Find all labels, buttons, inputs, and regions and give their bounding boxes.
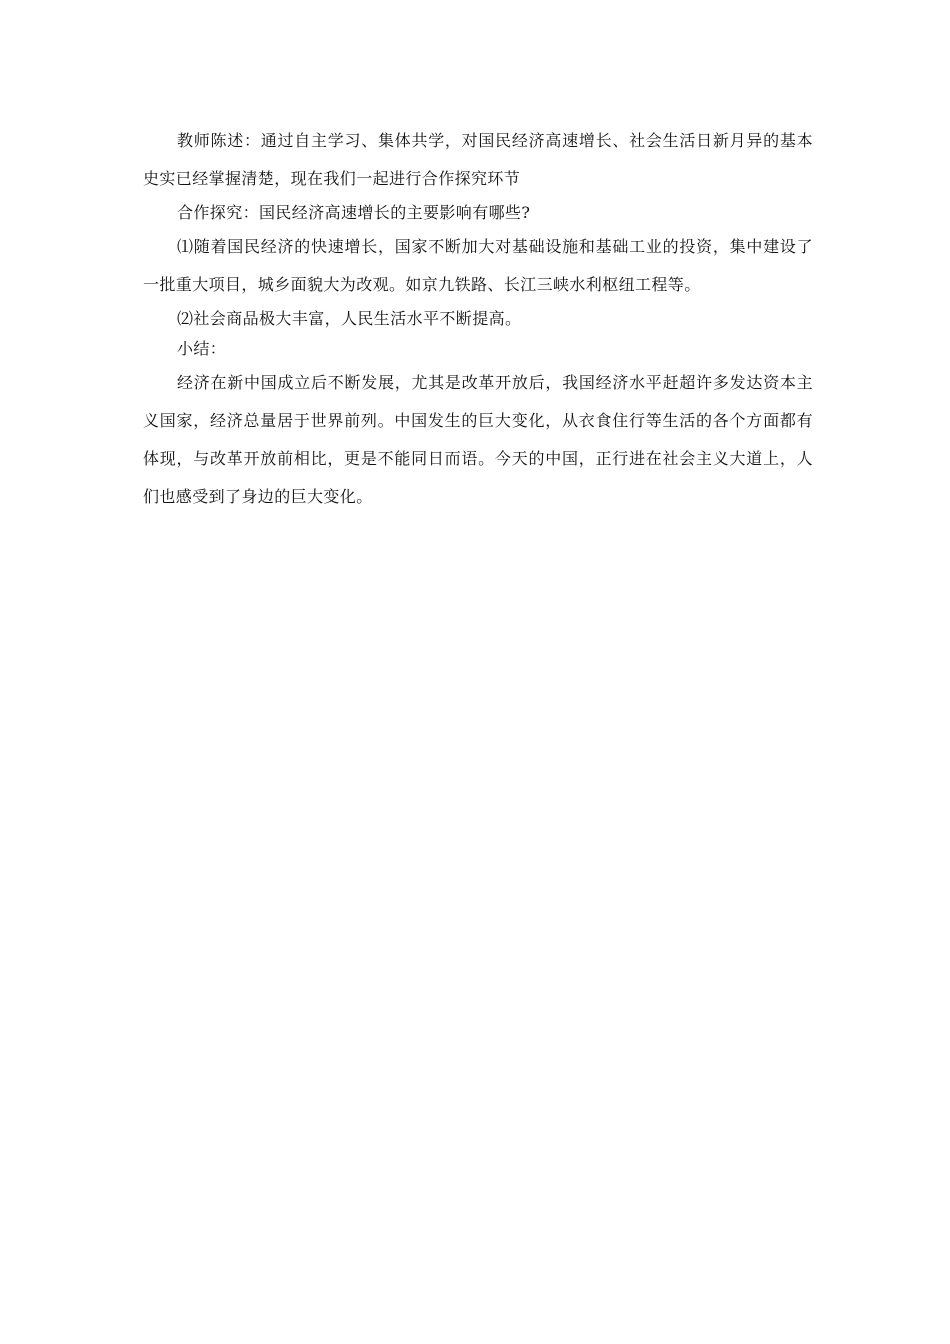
inquiry-point-1: ⑴随着国民经济的快速增长，国家不断加大对基础设施和基础工业的投资，集中建设了一批重大项目，城乡面貌大为改观。如京九铁路、长江三峡水利枢纽工程等。 — [143, 237, 813, 294]
document-body — [143, 122, 813, 516]
cooperative-inquiry-question: 合作探究：国民经济高速增长的主要影响有哪些? — [177, 203, 531, 222]
teacher-statement-paragraph: 教师陈述：通过自主学习、集体共学，对国民经济高速增长、社会生活日新月异的基本史实已经掌握清楚，现在我们一起进行合作探究环节 — [143, 131, 813, 188]
inquiry-point-2: ⑵社会商品极大丰富，人民生活水平不断提高。 — [177, 309, 522, 328]
summary-heading: 小结： — [177, 339, 227, 358]
summary-paragraph: 经济在新中国成立后不断发展，尤其是改革开放后，我国经济水平赶超许多发达资本主义国家，经济总量居于世界前列。中国发生的巨大变化，从衣食住行等生活的各个方面都有体现，与改革开放前相比，更是不能同日而语。今天的中国，正行进在社会主义大道上，人们也感受到了身边的巨大变化。 — [143, 373, 813, 506]
